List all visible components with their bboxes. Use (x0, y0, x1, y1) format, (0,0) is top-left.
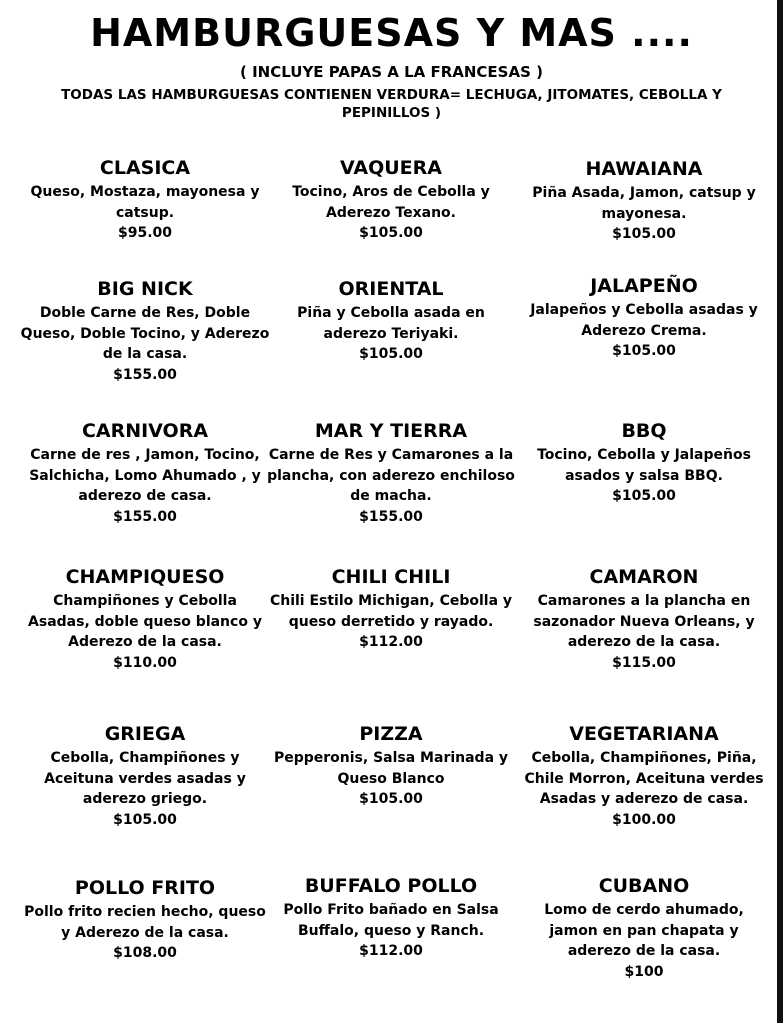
item-name: CLASICA (99, 157, 191, 179)
item-price: $105.00 (612, 343, 676, 359)
item-description: Cebolla, Champiñones y Aceituna verdes asadas y aderezo griego. (44, 750, 246, 807)
item-description: Pepperonis, Salsa Marinada y Queso Blanco (273, 750, 509, 787)
item-description: Carne de Res y Camarones a la plancha, con aderezo enchiloso de macha. (267, 447, 515, 504)
item-name: JALAPEÑO (590, 275, 698, 297)
item-price: $100 (624, 963, 664, 980)
item-price: $105.00 (359, 791, 423, 807)
item-name: PIZZA (359, 723, 423, 745)
item-name: BUFFALO POLLO (304, 875, 478, 897)
item-price: $108.00 (113, 945, 177, 961)
item-name: BBQ (621, 420, 667, 442)
item-description: Carne de res , Jamon, Tocino, Salchicha, Lomo Ahumado , y aderezo de casa. (29, 447, 261, 504)
menu-item-vegetariana (519, 722, 769, 830)
item-price: $110.00 (113, 654, 177, 671)
item-name: CUBANO (598, 875, 690, 897)
item-description: Cebolla, Champiñones, Piña, Chile Morron, Aceituna verdes Asadas y aderezo de casa. (524, 750, 764, 807)
menu-item-pizza (266, 722, 516, 810)
item-name: CARNIVORA (81, 420, 209, 442)
item-description: Jalapeños y Cebolla asadas y Aderezo Crema. (530, 302, 758, 339)
menu-item-camaron (519, 565, 769, 673)
item-price: $155.00 (359, 508, 423, 525)
menu-item-oriental (266, 277, 516, 365)
item-name: VAQUERA (339, 157, 442, 179)
item-name: CAMARON (589, 566, 699, 588)
menu-item-mar-y-tierra (266, 419, 516, 527)
item-price: $112.00 (359, 943, 423, 959)
menu-item-clasica (20, 156, 270, 244)
item-name: GRIEGA (104, 723, 186, 745)
menu-item-griega (20, 722, 270, 830)
item-price: $115.00 (612, 654, 676, 671)
item-name: CHILI CHILI (331, 566, 451, 588)
page-edge-border (777, 0, 783, 1023)
menu-item-buffalo-pollo (266, 874, 516, 962)
menu-item-champiqueso (20, 565, 270, 673)
menu-item-pollo-frito (20, 876, 270, 964)
item-description: Champiñones y Cebolla Asadas, doble queso blanco y Aderezo de la casa. (28, 593, 262, 650)
item-price: $95.00 (117, 225, 173, 241)
menu-item-cubano (519, 874, 769, 982)
menu-subtitle: ( INCLUYE PAPAS A LA FRANCESAS ) (240, 63, 543, 81)
menu-item-vaquera (266, 156, 516, 244)
item-name: MAR Y TIERRA (314, 420, 468, 442)
item-price: $155.00 (113, 366, 177, 383)
item-description: Piña y Cebolla asada en aderezo Teriyaki. (297, 305, 485, 342)
menu-item-carnivora (20, 419, 270, 527)
menu-item-big-nick (20, 277, 270, 385)
item-price: $105.00 (359, 225, 423, 241)
item-description: Lomo de cerdo ahumado, jamon en pan chapata y aderezo de la casa. (544, 902, 744, 959)
menu-item-hawaiana (519, 157, 769, 245)
item-description: Piña Asada, Jamon, catsup y mayonesa. (532, 185, 756, 222)
menu-note: TODAS LAS HAMBURGUESAS CONTIENEN VERDURA= LECHUGA, JITOMATES, CEBOLLA Y PEPINILLOS ) (61, 87, 722, 121)
menu-item-bbq (519, 419, 769, 507)
item-description: Tocino, Aros de Cebolla y Aderezo Texano. (292, 184, 490, 221)
item-price: $155.00 (113, 508, 177, 525)
item-name: HAWAIANA (585, 158, 703, 180)
item-description: Queso, Mostaza, mayonesa y catsup. (30, 184, 260, 221)
item-name: CHAMPIQUESO (65, 566, 225, 588)
item-name: VEGETARIANA (569, 723, 719, 745)
item-description: Doble Carne de Res, Doble Queso, Doble Tocino, y Aderezo de la casa. (20, 305, 270, 362)
item-description: Camarones a la plancha en sazonador Nueva Orleans, y aderezo de la casa. (533, 593, 755, 650)
item-description: Pollo frito recien hecho, queso y Aderezo de la casa. (24, 904, 266, 941)
menu-item-jalapeno (519, 274, 769, 362)
item-price: $105.00 (113, 811, 177, 828)
item-description: Tocino, Cebolla y Jalapeños asados y salsa BBQ. (537, 447, 751, 484)
menu-header (0, 8, 783, 122)
item-description: Pollo Frito bañado en Salsa Buffalo, queso y Ranch. (283, 902, 499, 939)
item-price: $105.00 (359, 346, 423, 362)
item-price: $100.00 (612, 811, 676, 828)
item-name: POLLO FRITO (74, 877, 216, 899)
item-price: $112.00 (359, 634, 423, 650)
item-name: BIG NICK (97, 278, 193, 300)
item-description: Chili Estilo Michigan, Cebolla y queso derretido y rayado. (269, 593, 513, 630)
item-name: ORIENTAL (338, 278, 444, 300)
menu-item-chili-chili (266, 565, 516, 653)
item-price: $105.00 (612, 226, 676, 242)
menu-title: HAMBURGUESAS Y MAS .... (90, 11, 693, 55)
item-price: $105.00 (612, 488, 676, 504)
